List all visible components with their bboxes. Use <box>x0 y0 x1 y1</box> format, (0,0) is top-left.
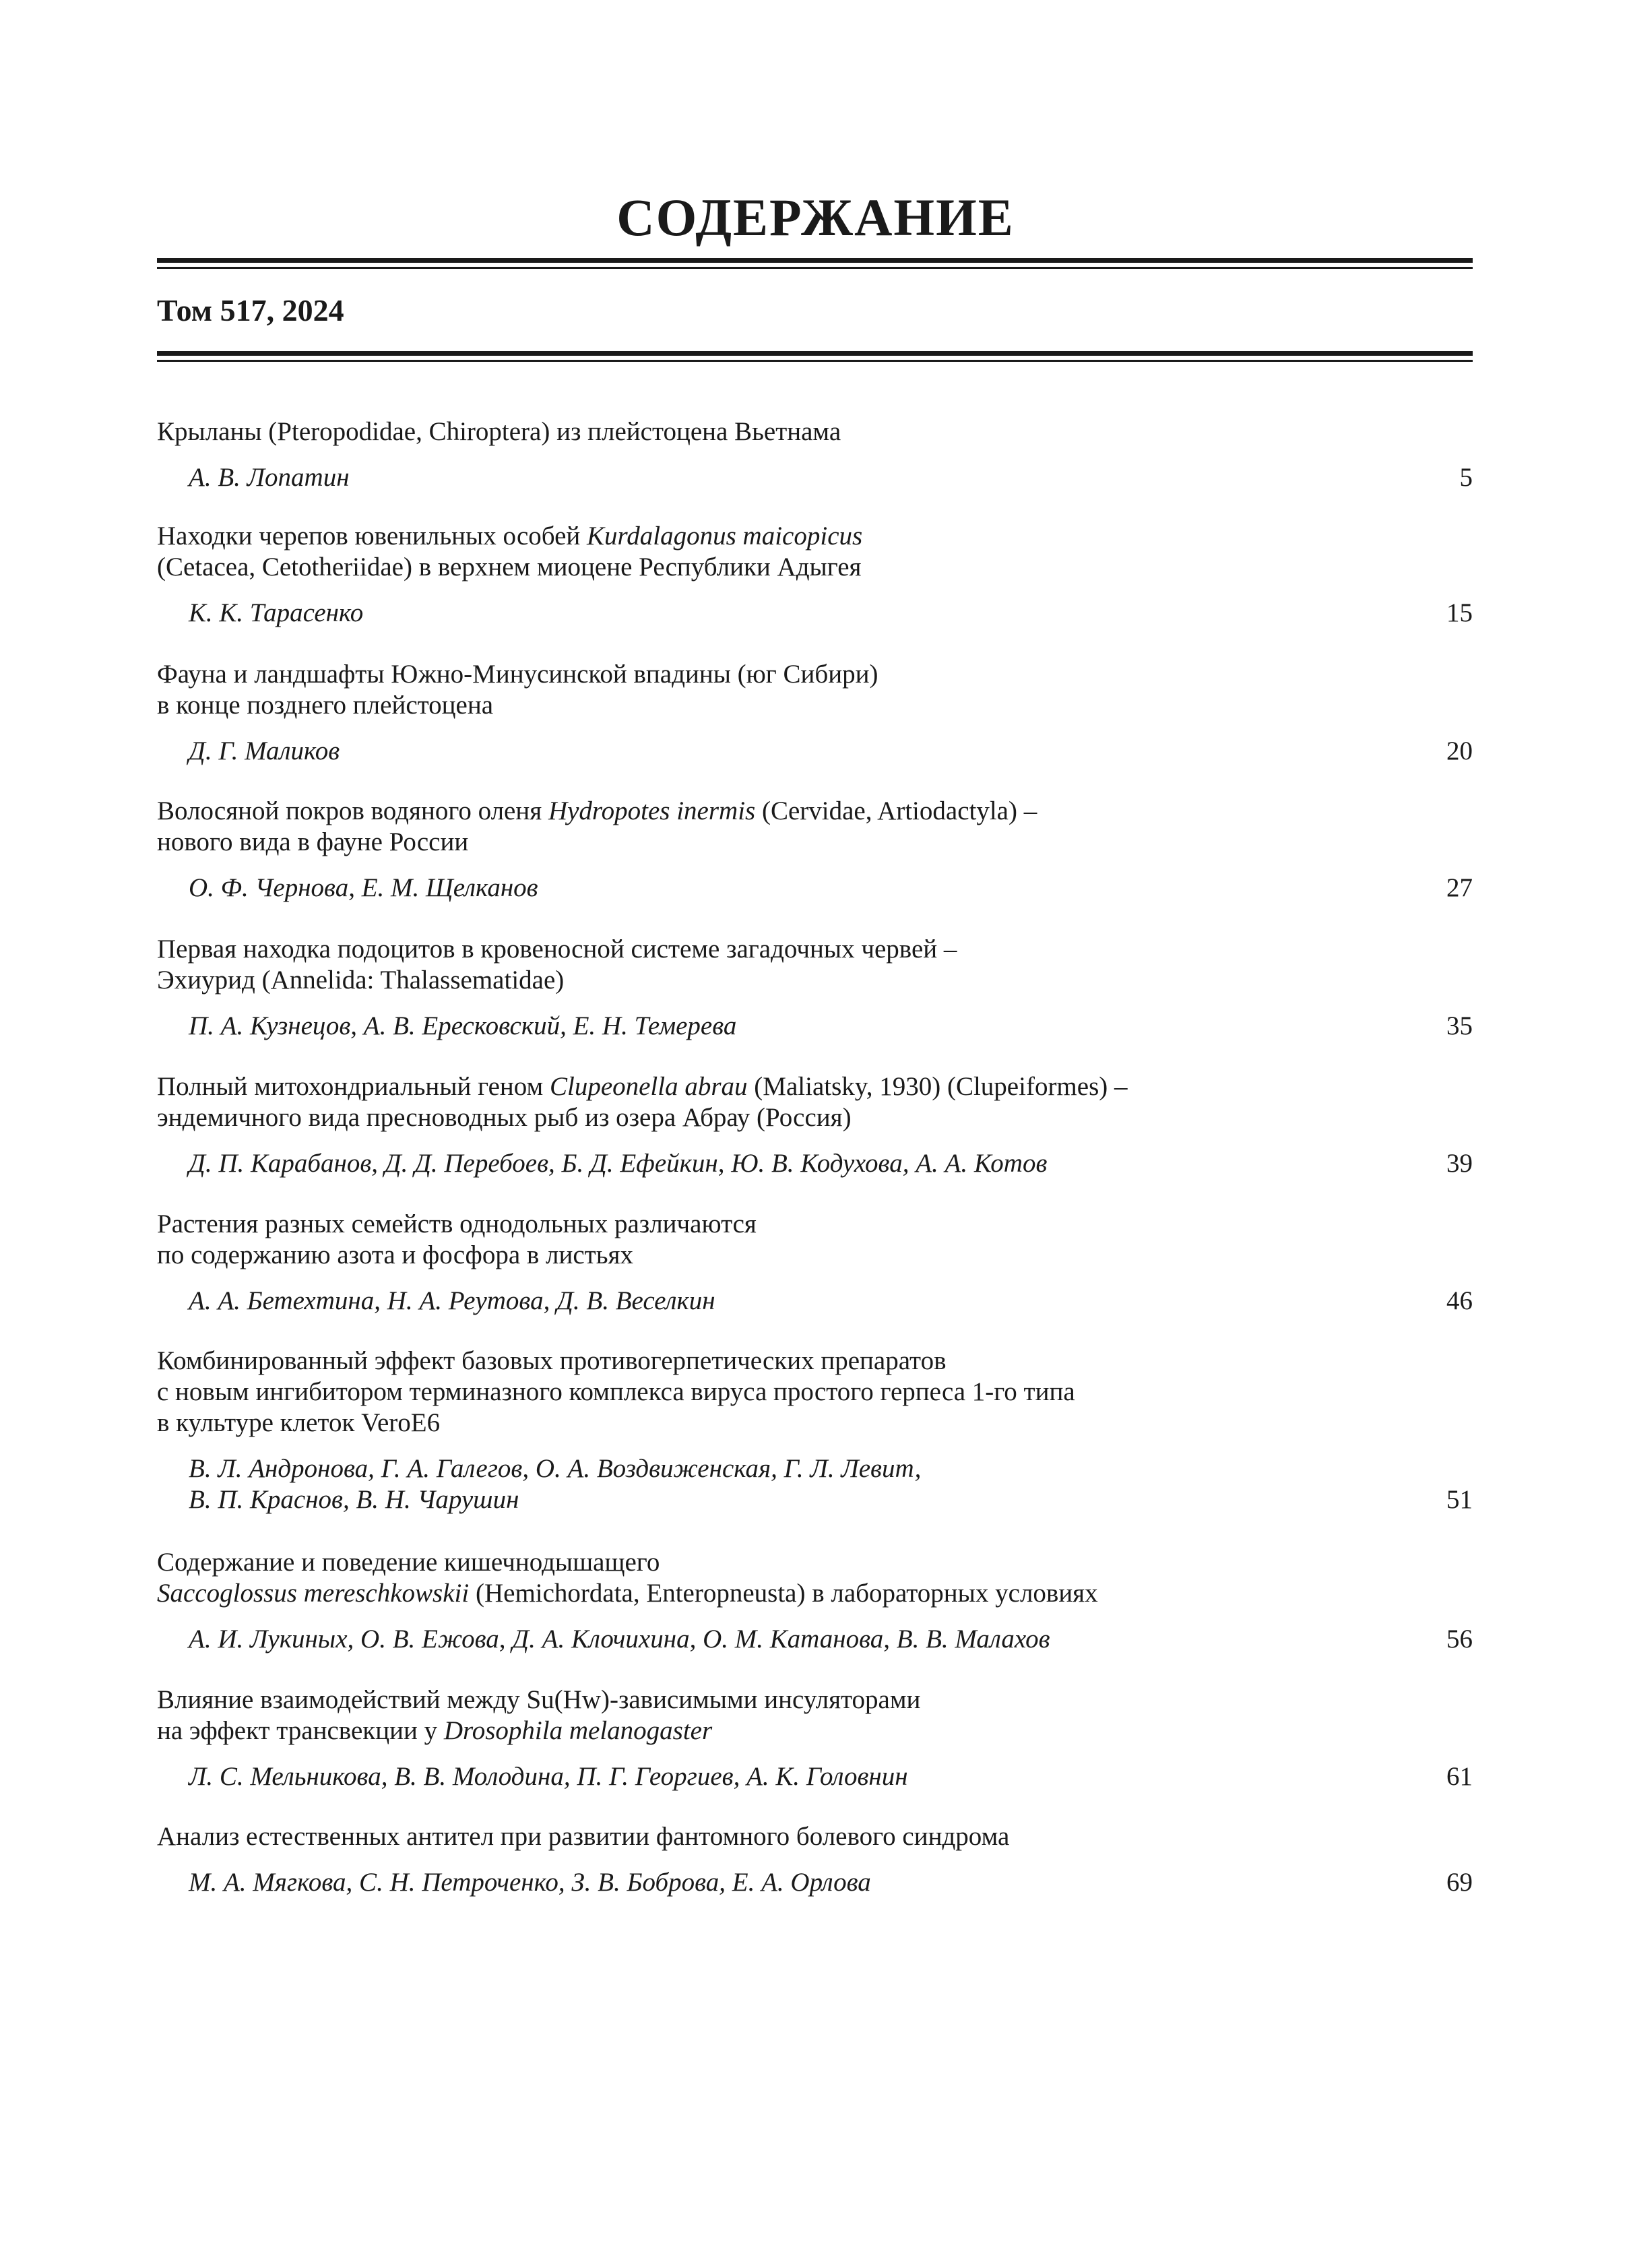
toc-entry[interactable] <box>157 1821 1473 1898</box>
page-number[interactable]: 15 <box>1446 598 1473 627</box>
title-text: (Cetacea, Cetotheriidae) в верхнем миоцене Республики Адыгея <box>157 553 862 581</box>
title-text: Первая находка подоцитов в кровеносной системе загадочных червей – <box>157 935 957 964</box>
title-text: по содержанию азота и фосфора в листьях <box>157 1240 633 1269</box>
title-text: эндемичного вида пресноводных рыб из озера Абрау (Россия) <box>157 1103 852 1132</box>
species-name: Drosophila melanogaster <box>443 1716 713 1745</box>
title-text: Волосяной покров водяного оленя <box>157 796 548 825</box>
page-number[interactable]: 56 <box>1446 1625 1473 1653</box>
toc-entry[interactable] <box>157 659 1473 767</box>
title-text: с новым ингибитором терминазного комплекса вируса простого герпеса 1-го типа <box>157 1377 1075 1406</box>
entry-title <box>157 1346 1473 1439</box>
page-number[interactable]: 35 <box>1446 1011 1473 1040</box>
author-line: В. Л. Андронова, Г. А. Галегов, О. А. Воздвиженская, Г. Л. Левит, <box>189 1454 922 1483</box>
page-number[interactable]: 39 <box>1446 1149 1473 1178</box>
entry-authors <box>157 1761 1473 1792</box>
title-text: нового вида в фауне России <box>157 827 469 856</box>
bottom-divider <box>157 351 1473 362</box>
entry-title <box>157 1684 1473 1746</box>
page-title: СОДЕРЖАНИЕ <box>616 188 1015 247</box>
author-line: В. П. Краснов, В. Н. Чарушин <box>189 1485 519 1514</box>
page-number[interactable]: 27 <box>1446 873 1473 902</box>
species-name: Clupeonella abrau <box>549 1072 748 1101</box>
title-text: (Hemichordata, Enteropneusta) в лабораторных условиях <box>469 1579 1098 1608</box>
title-text: Крыланы (Pteropodidae, Chiroptera) из плейстоцена Вьетнама <box>157 417 841 446</box>
title-text: на эффект трансвекции у <box>157 1716 444 1745</box>
title-text: (Maliatsky, 1930) (Clupeiformes) – <box>747 1072 1128 1101</box>
entry-title <box>157 416 1473 447</box>
divider-thick-line <box>157 258 1473 263</box>
entry-authors <box>157 1148 1473 1179</box>
title-text: в конце позднего плейстоцена <box>157 691 494 720</box>
title-text: в культуре клеток VeroE6 <box>157 1408 441 1437</box>
title-text: Влияние взаимодействий между Su(Hw)-зависимыми инсуляторами <box>157 1685 921 1714</box>
page-number[interactable]: 20 <box>1446 736 1473 765</box>
title-text: Полный митохондриальный геном <box>157 1072 550 1101</box>
page-number[interactable]: 61 <box>1446 1762 1473 1791</box>
title-text: Содержание и поведение кишечнодышащего <box>157 1548 660 1577</box>
entry-title <box>157 1209 1473 1271</box>
title-text: Растения разных семейств однодольных различаются <box>157 1209 757 1238</box>
author-line: Л. С. Мельникова, В. В. Молодина, П. Г. Георгиев, А. К. Головнин <box>189 1762 908 1791</box>
author-line: Д. Г. Маликов <box>189 736 340 765</box>
page-number[interactable]: 46 <box>1446 1286 1473 1315</box>
entry-authors <box>157 1624 1473 1655</box>
author-line: А. В. Лопатин <box>189 463 350 492</box>
title-text: Находки черепов ювенильных особей <box>157 522 587 550</box>
entry-authors <box>157 1011 1473 1042</box>
author-line: А. И. Лукиных, О. В. Ежова, Д. А. Клочихина, О. М. Катанова, В. В. Малахов <box>189 1625 1050 1653</box>
entry-authors <box>157 1453 1473 1515</box>
title-text: Эхиурид (Annelida: Thalassematidae) <box>157 966 565 995</box>
toc-entry[interactable] <box>157 1209 1473 1317</box>
page-number[interactable]: 51 <box>1446 1485 1473 1514</box>
author-line: Д. П. Карабанов, Д. Д. Перебоев, Б. Д. Ефейкин, Ю. В. Кодухова, А. А. Котов <box>189 1149 1048 1178</box>
top-divider <box>157 258 1473 269</box>
author-line: М. А. Мягкова, С. Н. Петроченко, З. В. Боброва, Е. А. Орлова <box>189 1868 871 1897</box>
toc-entry[interactable] <box>157 796 1473 904</box>
entry-authors <box>157 873 1473 904</box>
entry-authors <box>157 462 1473 493</box>
entry-authors <box>157 736 1473 767</box>
entry-authors <box>157 598 1473 629</box>
entry-title <box>157 1547 1473 1609</box>
author-line: А. А. Бетехтина, Н. А. Реутова, Д. В. Веселкин <box>189 1286 715 1315</box>
entry-authors <box>157 1867 1473 1898</box>
toc-entry[interactable] <box>157 1547 1473 1655</box>
species-name: Saccoglossus mereschkowskii <box>157 1579 470 1608</box>
author-line: П. А. Кузнецов, А. В. Ересковский, Е. Н. Темерева <box>189 1011 737 1040</box>
entry-title <box>157 934 1473 996</box>
entry-title <box>157 796 1473 858</box>
volume-label: Том 517, 2024 <box>157 293 344 327</box>
species-name: Kurdalagonus maicopicus <box>587 522 863 550</box>
species-name: Hydropotes inermis <box>548 796 756 825</box>
toc-entry[interactable] <box>157 1684 1473 1792</box>
toc-entry[interactable] <box>157 521 1473 629</box>
page-number[interactable]: 69 <box>1446 1868 1473 1897</box>
divider-thin-line <box>157 360 1473 362</box>
entry-authors <box>157 1286 1473 1317</box>
toc-entry[interactable] <box>157 1346 1473 1515</box>
toc-entry[interactable] <box>157 1071 1473 1179</box>
author-line: О. Ф. Чернова, Е. М. Щелканов <box>189 873 538 902</box>
toc-entry[interactable] <box>157 934 1473 1042</box>
entry-title <box>157 659 1473 721</box>
divider-thick-line <box>157 351 1473 356</box>
entry-title <box>157 521 1473 583</box>
toc-entry[interactable] <box>157 416 1473 493</box>
title-text: Комбинированный эффект базовых противогерпетических препаратов <box>157 1346 947 1375</box>
title-text: (Cervidae, Artiodactyla) – <box>755 796 1037 825</box>
page-number[interactable]: 5 <box>1459 463 1473 492</box>
title-text: Анализ естественных антител при развитии фантомного болевого синдрома <box>157 1822 1010 1851</box>
entry-title <box>157 1821 1473 1852</box>
author-line: К. К. Тарасенко <box>189 598 364 627</box>
title-text: Фауна и ландшафты Южно-Минусинской впадины (юг Сибири) <box>157 660 878 689</box>
divider-thin-line <box>157 267 1473 269</box>
entry-title <box>157 1071 1473 1133</box>
